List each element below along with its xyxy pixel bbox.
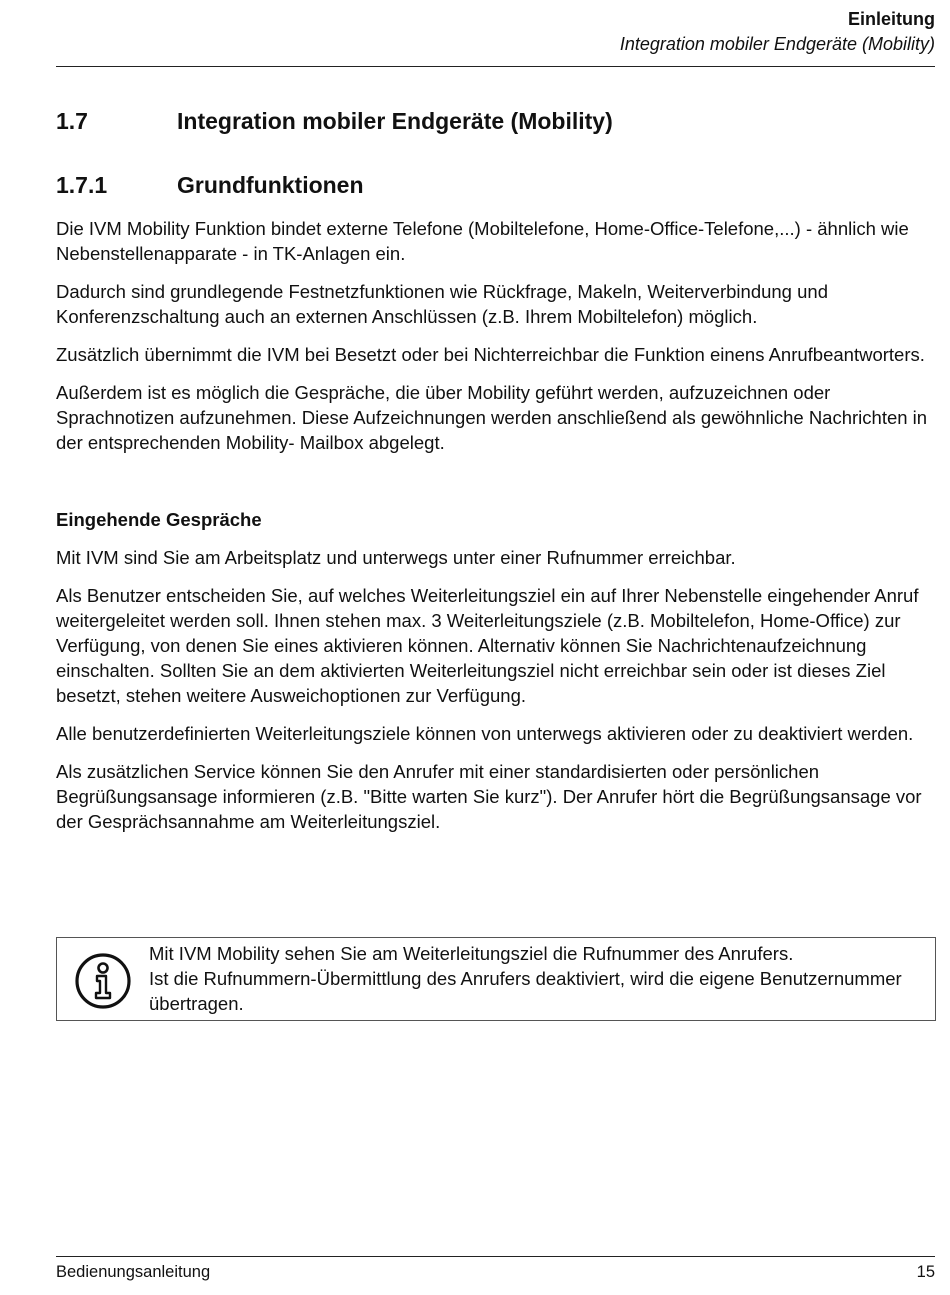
section-heading: [56, 106, 613, 136]
paragraph: Zusätzlich übernimmt die IVM bei Besetzt oder bei Nichterreichbar die Funktion einens Anrufbeantworters.: [56, 344, 925, 365]
subheading-incoming-calls: Eingehende Gespräche: [56, 509, 262, 530]
running-header: [620, 6, 935, 56]
page-number: 15: [916, 1263, 935, 1281]
paragraph: Außerdem ist es möglich die Gespräche, die über Mobility geführt werden, aufzuzeichnen oder Sprachnotizen aufzunehmen. Diese Aufzeichnungen werden anschließend als gewöhnliche Nachrichten in der entsprechenden Mobility- Mailbox abgelegt.: [56, 382, 928, 453]
section-title: Integration mobiler Endgeräte (Mobility): [177, 108, 613, 134]
note-line: Ist die Rufnummern-Übermittlung des Anrufers deaktiviert, wird die eigene Benutzernummer übertragen.: [149, 968, 902, 1014]
note-line: Mit IVM Mobility sehen Sie am Weiterleitungsziel die Rufnummer des Anrufers.: [149, 943, 794, 964]
paragraph: Die IVM Mobility Funktion bindet externe Telefone (Mobiltelefone, Home-Office-Telefone,...) - ähnlich wie Nebenstellenapparate - in TK-Anlagen ein.: [56, 218, 909, 264]
paragraph: Als zusätzlichen Service können Sie den Anrufer mit einer standardisierten oder persönlichen Begrüßungsansage informieren (z.B. "Bitte warten Sie kurz"). Der Anrufer hört die Begrüßungsansage vor der Gesprächsannahme am Weiterleitungsziel.: [56, 761, 922, 832]
header-rule: [56, 66, 935, 67]
paragraph: Als Benutzer entscheiden Sie, auf welches Weiterleitungsziel ein auf Ihrer Nebenstelle eingehender Anruf weitergeleitet werden soll. Ihnen stehen max. 3 Weiterleitungsziele (z.B. Mobiltelefon, Home-Office) zur Verfügung, von denen Sie eines aktivieren können. Alternativ können Sie Nachrichtenaufzeichnung einschalten. Sollten Sie an dem aktivierten Weiterleitungsziel nicht erreichbar sein oder ist dieses Ziel besetzt, stehen weitere Ausweichoptionen zur Verfügung.: [56, 585, 919, 706]
note-text: [149, 941, 929, 1016]
header-section: Integration mobiler Endgeräte (Mobility): [619, 34, 935, 54]
paragraph: Dadurch sind grundlegende Festnetzfunktionen wie Rückfrage, Makeln, Weiterverbindung und Konferenzschaltung auch an externen Anschlüssen (z.B. Ihrem Mobiltelefon) möglich.: [56, 281, 828, 327]
header-chapter: Einleitung: [848, 9, 935, 29]
subsection-title: Grundfunktionen: [177, 172, 364, 198]
subsection-heading: [56, 170, 364, 200]
note-box: [56, 937, 936, 1021]
section-number: 1.7: [56, 108, 88, 134]
footer-document-title: Bedienungsanleitung: [56, 1263, 211, 1281]
subsection-number: 1.7.1: [56, 172, 108, 198]
body-text: [56, 216, 936, 847]
footer-rule: [56, 1256, 935, 1257]
info-icon: [73, 951, 133, 1011]
paragraph: Alle benutzerdefinierten Weiterleitungsziele können von unterwegs aktivieren oder zu deaktiviert werden.: [56, 723, 914, 744]
paragraph: Mit IVM sind Sie am Arbeitsplatz und unterwegs unter einer Rufnummer erreichbar.: [56, 547, 736, 568]
